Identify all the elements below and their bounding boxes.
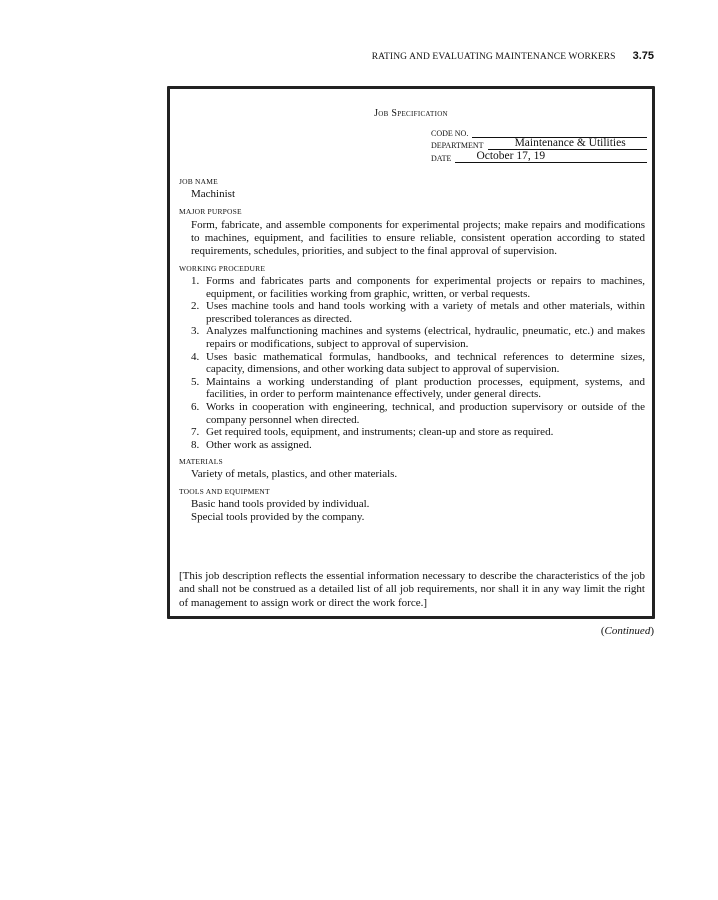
tools-label: TOOLS AND EQUIPMENT — [179, 487, 270, 497]
procedure-item: 6. Works in cooperation with engineering, technical, and production supervisory or outside of the company personnel when directed. — [191, 400, 645, 426]
department-label: DEPARTMENT — [431, 141, 484, 150]
working-procedure-label: WORKING PROCEDURE — [179, 264, 266, 273]
code-row — [431, 125, 647, 138]
page-number: 3.75 — [632, 50, 654, 62]
procedure-item: 2. Uses machine tools and hand tools working with a variety of metals and other materials, within prescribed tolerances as directed. — [191, 300, 645, 325]
procedure-list — [179, 275, 645, 451]
code-label: CODE NO. — [431, 128, 469, 138]
procedure-item: 8. Other work as assigned. — [191, 438, 312, 451]
tools-line-2: Special tools provided by the company. — [191, 511, 365, 524]
procedure-item: 1. Forms and fabricates parts and components for experimental projects or repairs to machines, equipment, or facilities working from graphic, written, or verbal requests. — [191, 275, 645, 300]
code-field — [472, 126, 647, 138]
date-label: DATE — [431, 153, 452, 163]
running-head-title: RATING AND EVALUATING MAINTENANCE WORKERS — [371, 52, 616, 62]
job-specification-form — [167, 86, 655, 619]
procedure-item: 3. Analyzes malfunctioning machines and systems (electrical, hydraulic, pneumatic, etc.) and makes repairs or modifications, subject to approval of supervision. — [191, 325, 645, 350]
major-purpose-text: Form, fabricate, and assemble components for experimental projects; make repairs and modifications to machines, equipment, and facilities to ensure reliable, consistent operation according to stated requirements, schedules, priorities, and subject to the final approval of supervision. — [191, 219, 645, 257]
continued-word: Continued — [604, 625, 651, 637]
materials-text: Variety of metals, plastics, and other materials. — [191, 468, 398, 481]
date-field: October 17, 19 — [455, 151, 647, 163]
job-name-value: Machinist — [191, 188, 235, 200]
date-row — [431, 150, 647, 163]
continued-note: (Continued) — [600, 625, 654, 637]
running-head — [300, 50, 654, 62]
procedure-item: 5. Maintains a working understanding of plant production processes, equipment, systems, and facilities, in order to perform maintenance effectively, under general directs. — [191, 375, 645, 401]
job-name-label: JOB NAME — [179, 177, 218, 186]
form-title: Job Specification — [374, 108, 448, 119]
department-row — [431, 138, 647, 151]
procedure-item: 4. Uses basic mathematical formulas, handbooks, and technical references to determine sizes, capacity, dimensions, and other working data subject to approval of supervision. — [191, 350, 645, 376]
tools-line-1: Basic hand tools provided by individual. — [191, 498, 370, 511]
disclaimer-text: [This job description reflects the essential information necessary to describe the characteristics of the job and shall not be construed as a detailed list of all job requirements, nor shall it in any way limit the right of management to assign work or direct the work force.] — [179, 570, 645, 609]
department-field: Maintenance & Utilities — [488, 138, 647, 150]
materials-label: MATERIALS — [179, 457, 223, 467]
form-meta — [431, 125, 647, 163]
major-purpose-label: MAJOR PURPOSE — [179, 207, 242, 216]
form-body — [179, 177, 645, 530]
procedure-item: 7. Get required tools, equipment, and instruments; clean-up and store as required. — [191, 426, 554, 439]
